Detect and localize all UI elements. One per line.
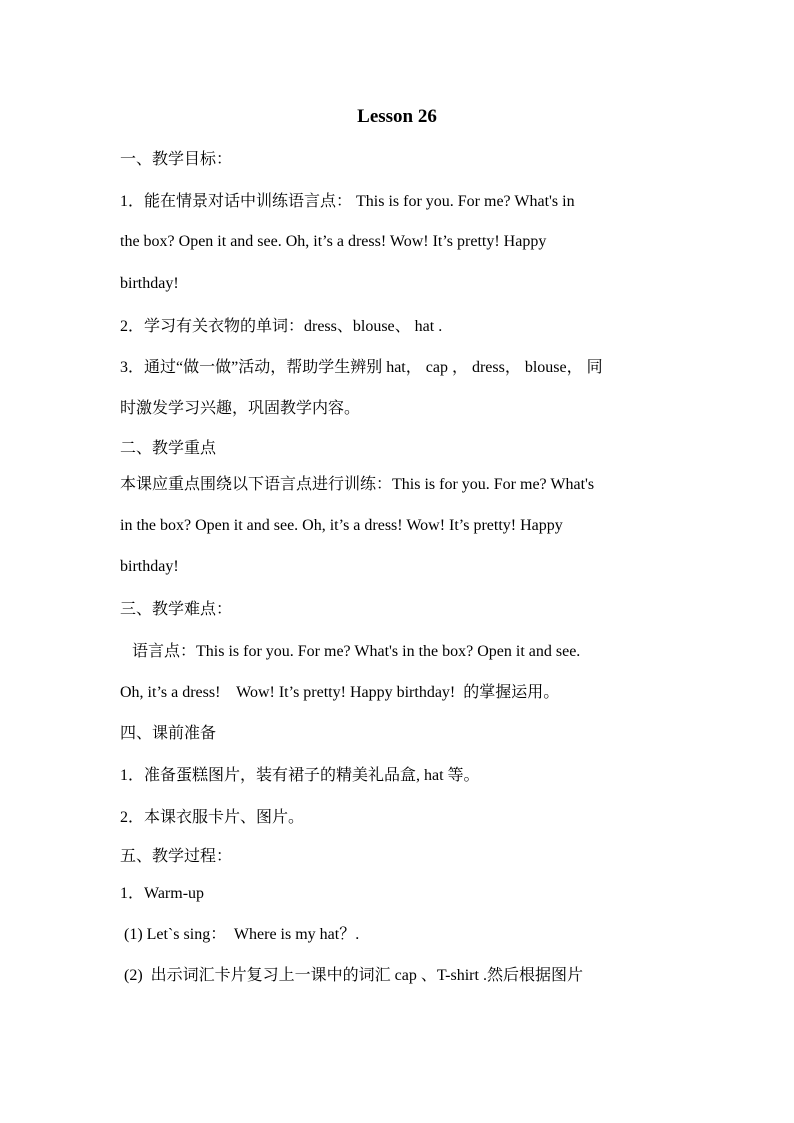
paragraph-line: 1．准备蛋糕图片，装有裙子的精美礼品盒, hat 等。 xyxy=(120,767,480,784)
paragraph-line: 本课应重点围绕以下语言点进行训练：This is for you. For me? What's xyxy=(120,476,595,493)
paragraph-line: 1．能在情景对话中训练语言点： This is for you. For me? What's in xyxy=(120,193,575,210)
paragraph-line: (1) Let`s sing： Where is my hat？. xyxy=(120,926,360,943)
paragraph-line: 语言点：This is for you. For me? What's in the box? Open it and see. xyxy=(120,643,581,660)
section-heading-procedure: 五、教学过程： xyxy=(120,848,233,865)
paragraph-line: 时激发学习兴趣，巩固教学内容。 xyxy=(120,400,361,417)
section-heading-difficulties: 三、教学难点： xyxy=(120,601,233,618)
paragraph-line: 2．学习有关衣物的单词：dress、blouse、 hat . xyxy=(120,318,443,335)
paragraph-line: 2．本课衣服卡片、图片。 xyxy=(120,809,305,826)
paragraph-line: in the box? Open it and see. Oh, it’s a dress! Wow! It’s pretty! Happy xyxy=(120,517,563,534)
paragraph-line: 3．通过“做一做”活动，帮助学生辨别 hat， cap ， dress， blouse， 同 xyxy=(120,359,603,376)
document-title: Lesson 26 xyxy=(357,106,437,127)
section-heading-preparation: 四、课前准备 xyxy=(120,725,217,742)
paragraph-line: (2) 出示词汇卡片复习上一课中的词汇 cap 、T-shirt .然后根据图片 xyxy=(120,967,583,984)
section-heading-key-points: 二、教学重点 xyxy=(120,440,217,457)
section-heading-objectives: 一、教学目标： xyxy=(120,151,233,168)
paragraph-line: 1．Warm-up xyxy=(120,885,205,902)
paragraph-line: Oh, it’s a dress! Wow! It’s pretty! Happy birthday! 的掌握运用。 xyxy=(120,684,560,701)
paragraph-line: the box? Open it and see. Oh, it’s a dress! Wow! It’s pretty! Happy xyxy=(120,233,547,250)
paragraph-line: birthday! xyxy=(120,275,179,292)
paragraph-line: birthday! xyxy=(120,558,179,575)
